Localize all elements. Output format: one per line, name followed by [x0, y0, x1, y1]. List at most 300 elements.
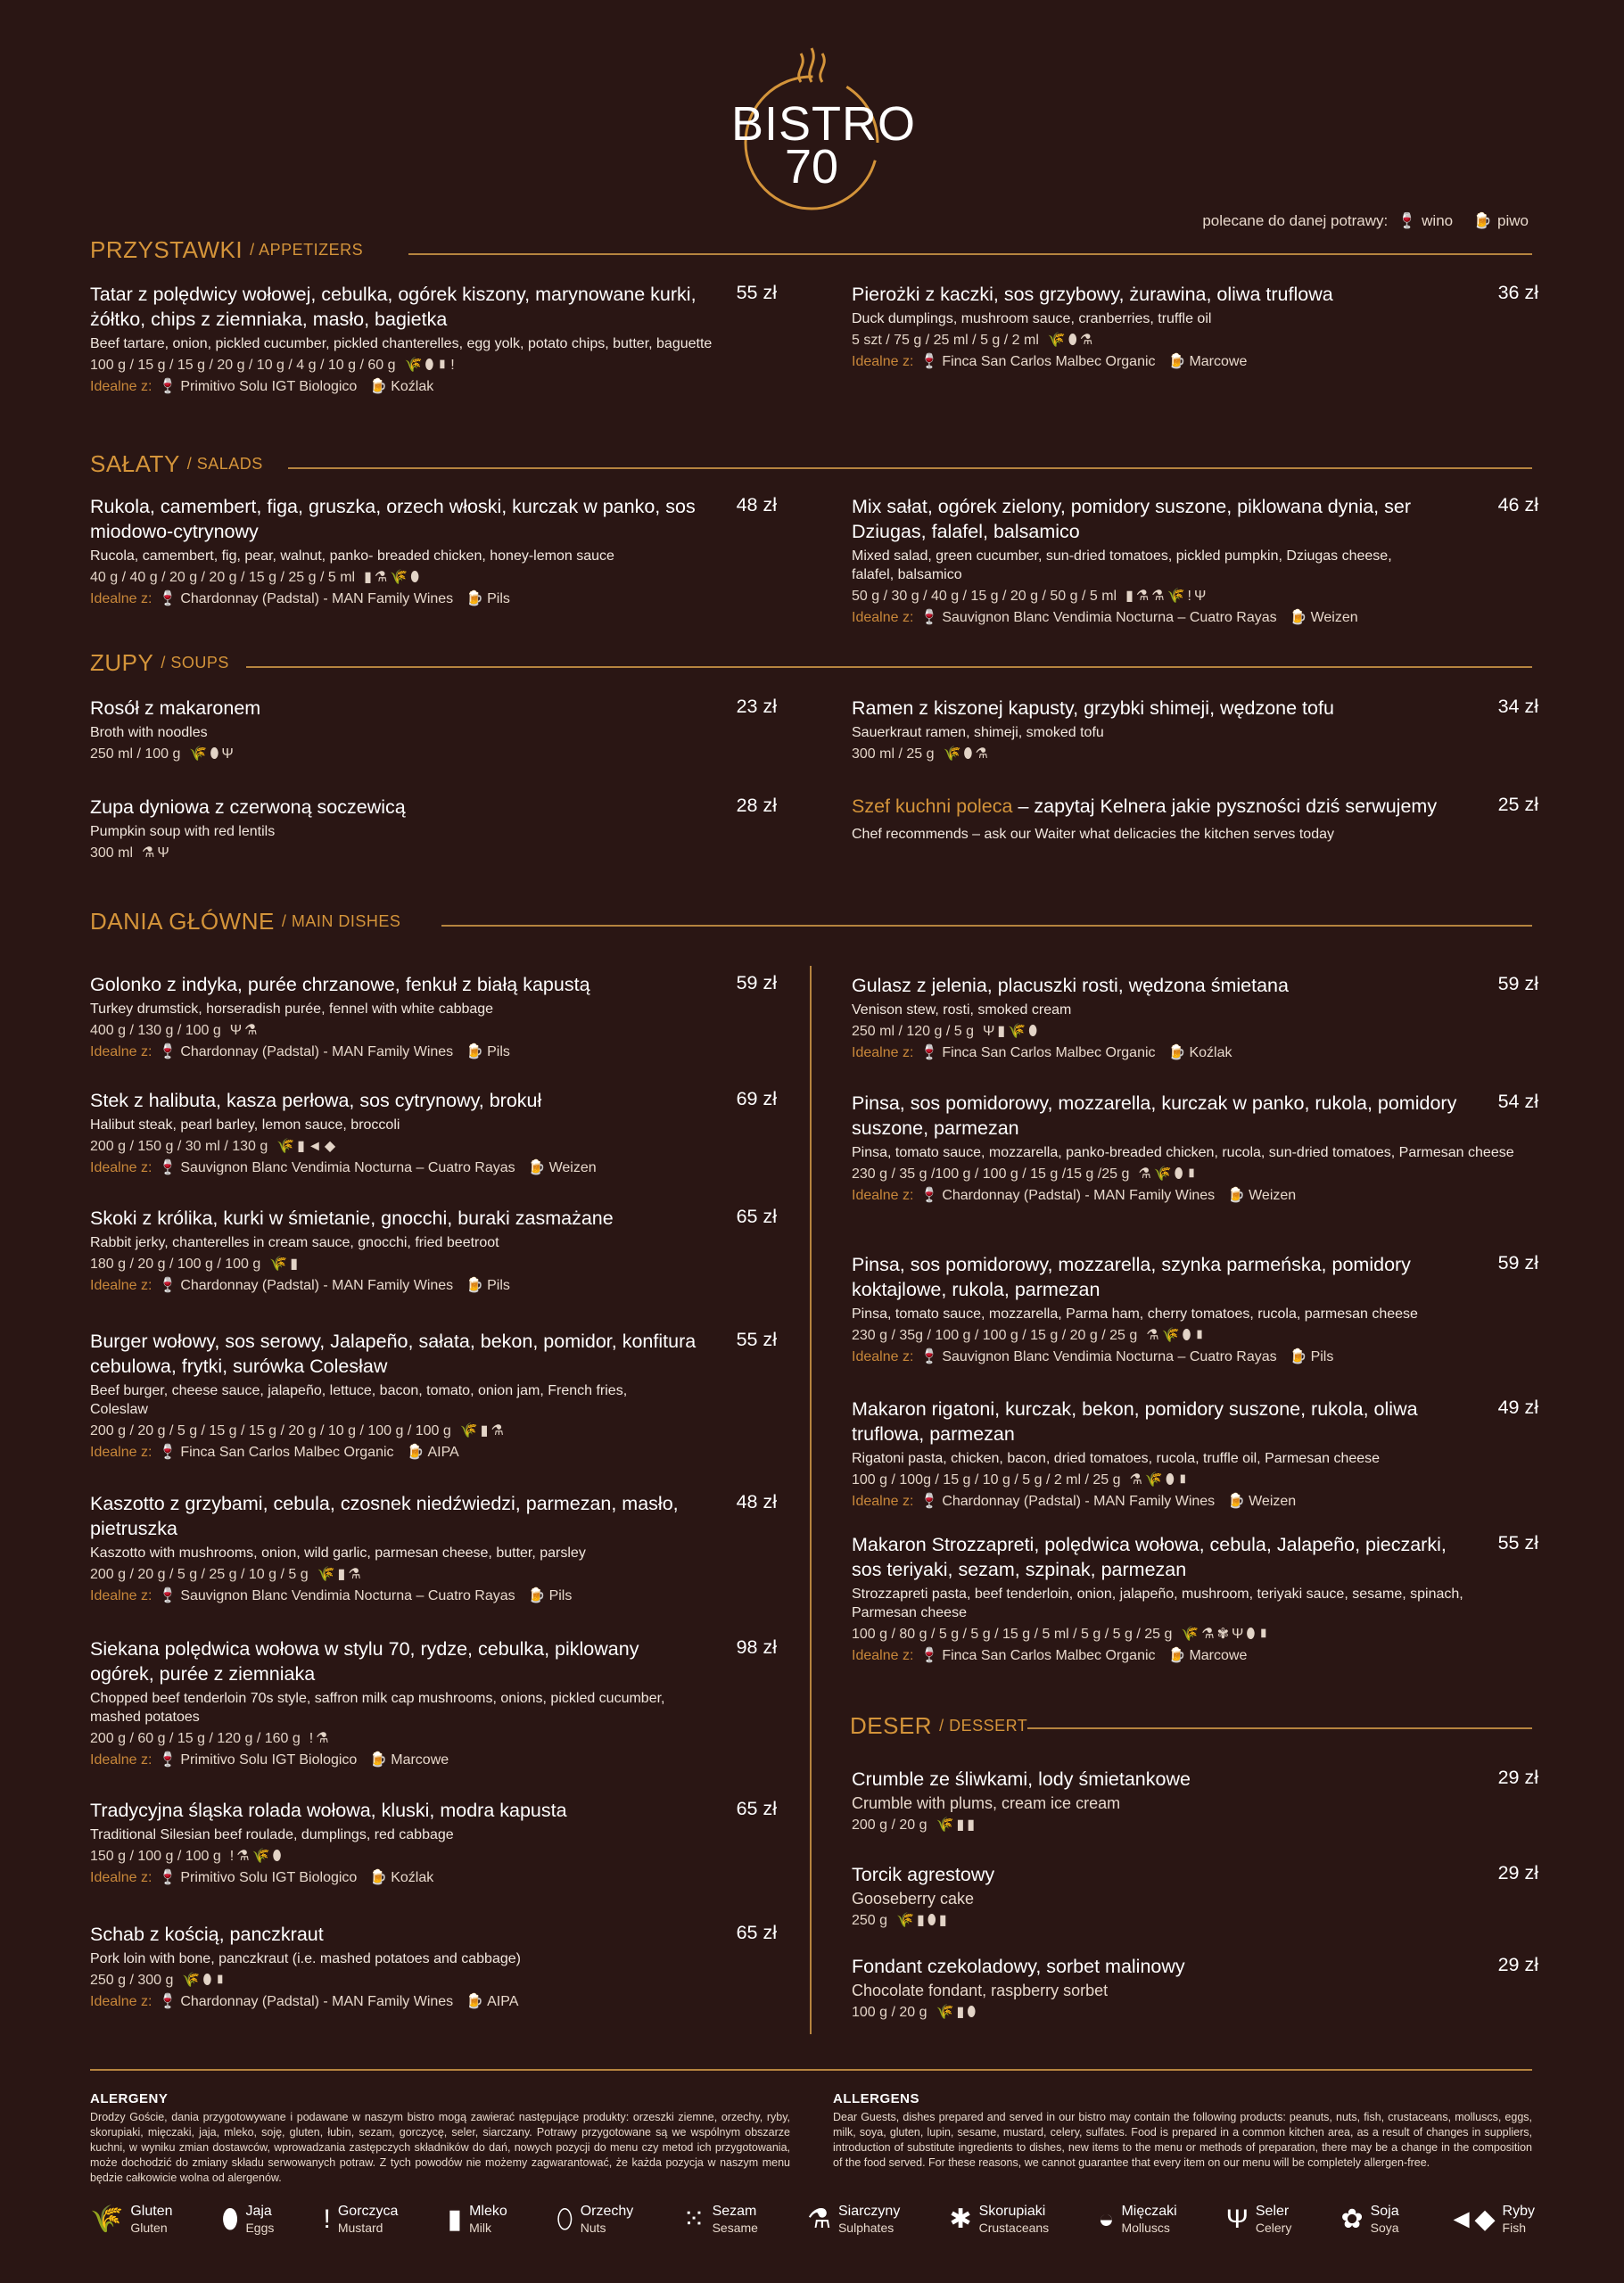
chef-text: – zapytaj Kelnera jakie pyszności dziś serwujemy	[1012, 795, 1438, 817]
item-description: Strozzapreti pasta, beef tenderloin, onion, jalapeño, mushroom, teriyaki sauce, sesame, spinach, Parmesan cheese	[852, 1587, 1463, 1620]
weight-text: 250 g / 300 g	[90, 1973, 174, 1988]
beer-name: AIPA	[427, 1445, 459, 1460]
wine-glass-icon: 🍷	[159, 1752, 177, 1768]
item-weight	[852, 2004, 1538, 2022]
weight-text: 100 g / 100g / 15 g / 10 g / 5 g / 2 ml / 25 g	[852, 1472, 1121, 1488]
item-description: Pork loin with bone, panczkraut (i.e. mashed potatoes and cabbage)	[90, 1951, 521, 1966]
pair-label: Idealne z:	[852, 354, 914, 369]
logo-line1: BISTRO	[731, 97, 917, 151]
pair-label: Idealne z:	[90, 591, 153, 606]
item-weight	[90, 1566, 777, 1584]
item-weight	[90, 746, 777, 763]
beer-name: Weizen	[548, 1160, 597, 1175]
allergen-icons: 🌾▮⚗	[459, 1423, 507, 1438]
beer-mug-icon: 🍺	[369, 1870, 388, 1885]
beer-name: Marcowe	[1189, 1648, 1248, 1663]
allergens-pl-text: Drodzy Goście, dania przygotowywane i podawane w naszym bistro mogą zawierać następujące produkty: orzeszki ziemne, orzechy, ryby, skorupiaki, mięczaki, jaja, mleko, soję, gluten, łubin, sezam, gorczycę, seler, siarczany. Potrawy przygotowane są we wspólnym obszarze kuchni, w wyniku zmian dostawców, wprowadzania zastępczych składników do dań, nowych pozycji do menu czy metod ich przygotowania, może dochodzić do zmiany składu serwowanych potraw. Z tych powodów nie możemy zagwarantować, że każda pozycja w naszym menu będzie całkowicie wolna od alergenów.	[90, 2111, 790, 2184]
wine-name: Chardonnay (Padstal) - MAN Family Wines	[180, 1994, 454, 2009]
beer-name: Marcowe	[391, 1752, 449, 1768]
allergens-pl-title: ALERGENY	[90, 2091, 169, 2106]
beer-name: Marcowe	[1189, 354, 1248, 369]
wine-glass-icon: 🍷	[159, 1994, 177, 2009]
beer-name: Pils	[487, 1278, 510, 1293]
item-pairing	[90, 377, 777, 395]
item-weight	[852, 1817, 1538, 1834]
item-description: Beef tartare, onion, pickled cucumber, pickled chanterelles, egg yolk, potato chips, butter, baguette	[90, 336, 713, 351]
pair-label: Idealne z:	[852, 1188, 914, 1203]
menu-item-schab	[90, 1922, 777, 2010]
item-description: Rabbit jerky, chanterelles in cream sauce, gnocchi, fried beetroot	[90, 1235, 499, 1250]
beer-mug-icon: 🍺	[466, 1278, 484, 1293]
beer-mug-icon: 🍺	[369, 1752, 388, 1768]
legend-soya	[1340, 2203, 1398, 2236]
menu-item-burger	[90, 1329, 777, 1461]
section-subtitle: / DESSERT	[939, 1717, 1028, 1735]
item-weight	[852, 1023, 1538, 1041]
item-price: 25 zł	[1497, 794, 1538, 815]
legend-celery	[1226, 2203, 1292, 2236]
legend-label-pl: Mięczaki	[1121, 2204, 1177, 2219]
section-divider	[408, 253, 1532, 255]
item-description: Mixed salad, green cucumber, sun-dried tomatoes, pickled pumpkin, Dziugas cheese, falafel, balsamico	[852, 548, 1392, 582]
item-price: 34 zł	[1497, 696, 1538, 717]
item-description: Sauerkraut ramen, shimeji, smoked tofu	[852, 725, 1104, 740]
weight-text: 50 g / 30 g / 40 g / 15 g / 20 g / 50 g / 5 ml	[852, 589, 1117, 604]
crab-icon: ✱	[949, 2205, 972, 2234]
menu-item-pinsa-parma	[852, 1252, 1538, 1365]
section-soups-heading	[90, 649, 229, 677]
beer-name: Pils	[487, 1044, 510, 1059]
legend-mustard	[324, 2203, 399, 2236]
weight-text: 200 g / 20 g / 5 g / 15 g / 15 g / 20 g / 10 g / 100 g / 100 g	[90, 1423, 451, 1438]
item-weight	[90, 1422, 777, 1440]
menu-item-rosol	[90, 696, 777, 763]
mustard-icon: !	[323, 2204, 331, 2234]
beer-name: Pils	[487, 591, 510, 606]
beer-name: Koźlak	[391, 379, 434, 394]
beer-name: Weizen	[1249, 1494, 1297, 1509]
allergen-icons: 🌾▮⬮▮	[896, 1913, 950, 1928]
pair-label: Idealne z:	[90, 1994, 153, 2009]
milk-icon: ▮	[447, 2205, 463, 2234]
menu-item-strozzapreti	[852, 1532, 1538, 1664]
allergen-icons: ▮⚗⚗🌾!Ψ	[1125, 589, 1209, 604]
item-pairing	[90, 589, 777, 607]
weight-text: 100 g / 20 g	[852, 2005, 927, 2020]
item-pairing	[90, 1751, 777, 1768]
weight-text: 200 g / 150 g / 30 ml / 130 g	[90, 1139, 268, 1154]
item-price: 48 zł	[736, 1491, 777, 1512]
item-description: Chopped beef tenderloin 70s style, saffron milk cap mushrooms, onions, pickled cucumber, mashed potatoes	[90, 1691, 665, 1725]
beer-name: AIPA	[487, 1994, 519, 2009]
wine-name: Sauvignon Blanc Vendimia Nocturna – Cuatro Rayas	[942, 1349, 1277, 1364]
section-divider	[288, 467, 1532, 469]
bistro-logo	[731, 46, 917, 211]
legend-label-en: Soya	[1370, 2221, 1399, 2235]
item-weight	[90, 1972, 777, 1990]
beer-mug-icon: 🍺	[1167, 1045, 1186, 1060]
item-title: Kaszotto z grzybami, cebula, czosnek niedźwiedzi, parmezan, masło, pietruszka	[90, 1493, 679, 1539]
section-divider	[1027, 1727, 1532, 1729]
weight-text: 300 ml / 25 g	[852, 746, 935, 762]
item-price: 55 zł	[736, 282, 777, 303]
item-weight	[852, 1912, 1538, 1930]
menu-item-kaszotto	[90, 1491, 777, 1604]
item-title: Zupa dyniowa z czerwoną soczewicą	[90, 796, 406, 818]
wine-glass-icon: 🍷	[920, 1494, 939, 1509]
allergen-icons: Ψ⚗	[229, 1023, 260, 1038]
item-title: Gulasz z jelenia, placuszki rosti, wędzona śmietana	[852, 975, 1289, 996]
beer-mug-icon: 🍺	[406, 1445, 425, 1460]
item-price: 49 zł	[1497, 1397, 1538, 1418]
beer-mug-icon: 🍺	[1472, 212, 1493, 229]
item-pairing	[852, 1646, 1538, 1664]
wine-glass-icon: 🍷	[1397, 212, 1417, 229]
item-pairing	[90, 1276, 777, 1294]
menu-item-mix	[852, 494, 1538, 626]
beer-mug-icon: 🍺	[466, 591, 484, 606]
wine-glass-icon: 🍷	[920, 1188, 939, 1203]
legend-molluscs	[1098, 2203, 1176, 2236]
section-dessert-heading	[850, 1712, 1027, 1740]
beer-mug-icon: 🍺	[466, 1994, 484, 2009]
item-price: 65 zł	[736, 1922, 777, 1943]
item-weight	[90, 569, 777, 587]
allergens-en-title: ALLERGENS	[833, 2091, 920, 2106]
legend-label-pl: Skorupiaki	[978, 2204, 1046, 2219]
legend-label-en: Mustard	[337, 2221, 383, 2235]
sulphates-icon: ⚗	[807, 2205, 831, 2234]
beer-mug-icon: 🍺	[1289, 610, 1307, 625]
legend-label-pl: Gorczyca	[337, 2204, 399, 2219]
wine-name: Primitivo Solu IGT Biologico	[180, 1752, 358, 1768]
beer-name: Koźlak	[391, 1870, 434, 1885]
allergen-icons: !⚗	[309, 1731, 332, 1746]
menu-item-gulasz	[852, 973, 1538, 1061]
weight-text: 100 g / 15 g / 15 g / 20 g / 10 g / 4 g / 10 g / 60 g	[90, 358, 396, 373]
menu-item-pinsa-chicken	[852, 1091, 1538, 1204]
beer-mug-icon: 🍺	[466, 1044, 484, 1059]
menu-item-fondant	[852, 1954, 1538, 2022]
weight-text: 5 szt / 75 g / 25 ml / 5 g / 2 ml	[852, 333, 1039, 348]
item-price: 59 zł	[1497, 1252, 1538, 1273]
wine-glass-icon: 🍷	[920, 1045, 939, 1060]
item-title: Torcik agrestowy	[852, 1864, 995, 1885]
item-pairing	[90, 1043, 777, 1060]
wine-name: Primitivo Solu IGT Biologico	[180, 1870, 358, 1885]
item-price: 59 zł	[736, 972, 777, 993]
item-price: 29 zł	[1497, 1954, 1538, 1975]
shell-icon: ◒	[1098, 2204, 1115, 2234]
pairing-legend	[1197, 212, 1529, 230]
legend-label-en: Sesame	[712, 2221, 758, 2235]
legend-label-en: Sulphates	[837, 2221, 894, 2235]
item-price: 36 zł	[1497, 282, 1538, 303]
section-subtitle: / APPETIZERS	[250, 241, 364, 259]
allergen-icons: 🌾⬮⚗	[943, 746, 991, 762]
beer-name: Pils	[548, 1588, 573, 1603]
wine-glass-icon: 🍷	[159, 1445, 177, 1460]
legend-label-en: Fish	[1502, 2221, 1526, 2235]
item-pairing	[852, 1186, 1538, 1204]
item-price: 55 zł	[1497, 1532, 1538, 1554]
allergen-icons: 🌾▮▮	[936, 1817, 978, 1833]
wine-glass-icon: 🍷	[159, 1870, 177, 1885]
item-description: Rucola, camembert, fig, pear, walnut, panko- breaded chicken, honey-lemon sauce	[90, 548, 614, 564]
item-title: Stek z halibuta, kasza perłowa, sos cytrynowy, brokuł	[90, 1090, 542, 1111]
weight-text: 300 ml	[90, 845, 134, 861]
weight-text: 200 g / 60 g / 15 g / 120 g / 160 g	[90, 1731, 301, 1746]
legend-nuts	[556, 2203, 633, 2236]
allergen-icons: 🌾⚗✾Ψ⬮▮	[1181, 1627, 1273, 1642]
menu-item-siekana	[90, 1636, 777, 1768]
item-description: Chocolate fondant, raspberry sorbet	[852, 1982, 1109, 1999]
wine-glass-icon: 🍷	[159, 1160, 177, 1175]
item-weight	[852, 588, 1538, 606]
wine-name: Chardonnay (Padstal) - MAN Family Wines	[942, 1494, 1216, 1509]
item-description: Turkey drumstick, horseradish purée, fennel with white cabbage	[90, 1001, 494, 1017]
item-description: Halibut steak, pearl barley, lemon sauce, broccoli	[90, 1117, 400, 1133]
item-price: 29 zł	[1497, 1862, 1538, 1883]
wine-glass-icon: 🍷	[159, 1278, 177, 1293]
legend-label-en: Nuts	[580, 2221, 606, 2235]
wine-name: Chardonnay (Padstal) - MAN Family Wines	[180, 1278, 454, 1293]
allergen-icons: ⚗Ψ	[142, 845, 172, 861]
beer-name: Koźlak	[1189, 1045, 1232, 1060]
item-title: Skoki z królika, kurki w śmietanie, gnocchi, buraki zasmażane	[90, 1207, 614, 1229]
item-price: 65 zł	[736, 1798, 777, 1819]
allergen-icons: 🌾⬮⚗	[1047, 333, 1096, 348]
menu-item-golonko	[90, 972, 777, 1060]
legend-fish	[1448, 2203, 1535, 2236]
beer-mug-icon: 🍺	[1227, 1494, 1246, 1509]
allergen-icons: ▮⚗🌾⬮	[364, 570, 423, 585]
legend-label-en: Eggs	[245, 2221, 275, 2235]
allergen-icons: 🌾▮◄◆	[276, 1139, 339, 1154]
wheat-icon: 🌾	[90, 2205, 124, 2234]
item-weight	[90, 845, 777, 862]
weight-text: 250 ml / 120 g / 5 g	[852, 1024, 974, 1039]
allergen-icons: 🌾▮	[269, 1257, 301, 1272]
section-title: PRZYSTAWKI	[90, 236, 243, 263]
item-title: Makaron Strozzapreti, polędwica wołowa, cebula, Jalapeño, pieczarki, sos teriyaki, sezam, szpinak, parmezan	[852, 1534, 1447, 1580]
allergen-legend	[90, 2203, 1535, 2236]
legend-label-pl: Ryby	[1502, 2204, 1535, 2219]
item-price: 69 zł	[736, 1088, 777, 1109]
section-appetizers-heading	[90, 236, 363, 264]
wine-name: Finca San Carlos Malbec Organic	[942, 1648, 1156, 1663]
pair-label: Idealne z:	[90, 1278, 153, 1293]
item-weight	[852, 1471, 1538, 1489]
item-weight	[852, 1166, 1538, 1183]
item-weight	[852, 746, 1538, 763]
wine-name: Sauvignon Blanc Vendimia Nocturna – Cuatro Rayas	[942, 610, 1277, 625]
item-weight	[90, 1022, 777, 1040]
pair-label: Idealne z:	[90, 1445, 153, 1460]
item-title	[852, 794, 1538, 819]
allergen-icons: ⚗🌾⬮▮	[1129, 1472, 1191, 1488]
item-pairing	[852, 1043, 1538, 1061]
legend-milk	[448, 2203, 507, 2236]
legend-eggs	[222, 2203, 275, 2236]
weight-text: 400 g / 130 g / 100 g	[90, 1023, 221, 1038]
legend-sulphates	[807, 2203, 900, 2236]
beer-mug-icon: 🍺	[527, 1588, 546, 1603]
item-price: 29 zł	[1497, 1767, 1538, 1788]
item-weight	[90, 1256, 777, 1273]
allergens-pl	[90, 2091, 790, 2186]
legend-label-pl: Orzechy	[580, 2204, 634, 2219]
wine-glass-icon: 🍷	[920, 354, 939, 369]
beer-mug-icon: 🍺	[369, 379, 388, 394]
beer-label: piwo	[1497, 212, 1529, 229]
pair-label: Idealne z:	[90, 1588, 153, 1603]
wine-name: Primitivo Solu IGT Biologico	[180, 379, 358, 394]
item-title: Ramen z kiszonej kapusty, grzybki shimeji, wędzone tofu	[852, 697, 1334, 719]
footer-divider	[90, 2069, 1532, 2071]
allergen-icons: 🌾▮⚗	[317, 1567, 364, 1582]
item-title: Rosół z makaronem	[90, 697, 261, 719]
legend-label-pl: Siarczyny	[837, 2204, 901, 2219]
item-pairing	[90, 1992, 777, 2010]
item-description: Pumpkin soup with red lentils	[90, 824, 276, 839]
item-title: Tradycyjna śląska rolada wołowa, kluski, modra kapusta	[90, 1800, 567, 1821]
item-description: Pinsa, tomato sauce, mozzarella, Parma ham, cherry tomatoes, rucola, parmesan cheese	[852, 1306, 1418, 1322]
beer-mug-icon: 🍺	[1167, 1648, 1186, 1663]
weight-text: 250 g	[852, 1913, 888, 1928]
item-price: 28 zł	[736, 795, 777, 816]
item-pairing	[90, 1868, 777, 1886]
pair-label: Idealne z:	[852, 1494, 914, 1509]
item-title: Pinsa, sos pomidorowy, mozzarella, szynka parmeńska, pomidory koktajlowe, rukola, parmezan	[852, 1254, 1411, 1300]
item-description: Broth with noodles	[90, 725, 208, 740]
wine-glass-icon: 🍷	[159, 1044, 177, 1059]
item-pairing	[852, 1348, 1538, 1365]
soy-icon: ✿	[1340, 2205, 1364, 2234]
item-pairing	[852, 608, 1538, 626]
section-title: ZUPY	[90, 649, 154, 676]
item-title: Pinsa, sos pomidorowy, mozzarella, kurczak w panko, rukola, pomidory suszone, parmezan	[852, 1092, 1457, 1139]
section-divider	[441, 925, 1532, 927]
legend-label-pl: Soja	[1370, 2204, 1399, 2219]
item-weight	[852, 1327, 1538, 1345]
weight-text: 150 g / 100 g / 100 g	[90, 1849, 221, 1864]
item-price: 65 zł	[736, 1206, 777, 1227]
item-pairing	[90, 1158, 777, 1176]
logo-line2: 70	[784, 140, 839, 194]
item-description: Crumble with plums, cream ice cream	[852, 1794, 1121, 1812]
wine-glass-icon: 🍷	[920, 1648, 939, 1663]
item-description: Beef burger, cheese sauce, jalapeño, lettuce, bacon, tomato, onion jam, French fries, Coleslaw	[90, 1383, 628, 1417]
item-pairing	[90, 1587, 777, 1604]
allergen-icons: !⚗🌾⬮	[229, 1849, 284, 1864]
beer-name: Weizen	[1249, 1188, 1297, 1203]
item-title: Schab z kością, panczkraut	[90, 1924, 324, 1945]
legend-label-en: Molluscs	[1121, 2221, 1170, 2235]
beer-name: Pils	[1310, 1349, 1334, 1364]
pair-label: Idealne z:	[90, 1160, 153, 1175]
wine-label: wino	[1422, 212, 1454, 229]
section-title: DANIA GŁÓWNE	[90, 908, 275, 935]
section-divider	[246, 666, 1532, 668]
sesame-icon: ⁙	[682, 2205, 705, 2234]
item-price: 54 zł	[1497, 1091, 1538, 1112]
nuts-icon: ⬯	[556, 2204, 573, 2234]
item-pairing	[90, 1443, 777, 1461]
item-title: Makaron rigatoni, kurczak, bekon, pomidory suszone, rukola, oliwa truflowa, parmezan	[852, 1398, 1418, 1445]
chef-label: Szef kuchni poleca	[852, 795, 1013, 817]
weight-text: 100 g / 80 g / 5 g / 5 g / 15 g / 5 ml / 5 g / 5 g / 25 g	[852, 1627, 1173, 1642]
item-pairing	[852, 352, 1538, 370]
wine-glass-icon: 🍷	[159, 1588, 177, 1603]
menu-item-chef-special	[852, 794, 1538, 844]
wine-name: Finca San Carlos Malbec Organic	[942, 354, 1156, 369]
legend-crustaceans	[949, 2203, 1049, 2236]
pair-label: Idealne z:	[90, 1870, 153, 1885]
menu-item-halibut	[90, 1088, 777, 1176]
item-title: Mix sałat, ogórek zielony, pomidory suszone, piklowana dynia, ser Dziugas, falafel, balsamico	[852, 496, 1411, 542]
wine-glass-icon: 🍷	[159, 379, 177, 394]
weight-text: 180 g / 20 g / 100 g / 100 g	[90, 1257, 261, 1272]
wine-name: Finca San Carlos Malbec Organic	[942, 1045, 1156, 1060]
beer-mug-icon: 🍺	[1289, 1349, 1307, 1364]
pair-label: Idealne z:	[90, 1752, 153, 1768]
menu-item-rolada	[90, 1798, 777, 1886]
pair-label: Idealne z:	[90, 379, 153, 394]
item-weight	[852, 332, 1538, 350]
allergen-icons: 🌾⬮Ψ	[189, 746, 236, 762]
legend-label-pl: Jaja	[245, 2204, 272, 2219]
item-description: Chef recommends – ask our Waiter what delicacies the kitchen serves today	[852, 827, 1334, 842]
legend-label-en: Celery	[1255, 2221, 1292, 2235]
allergen-icons: ⚗🌾⬮▮	[1138, 1166, 1200, 1182]
item-title: Burger wołowy, sos serowy, Jalapeño, sałata, bekon, pomidor, konfitura cebulowa, frytki, surówka Colesław	[90, 1331, 697, 1377]
weight-text: 250 ml / 100 g	[90, 746, 181, 762]
item-title: Tatar z polędwicy wołowej, cebulka, ogórek kiszony, marynowane kurki, żółtko, chips z ziemniaka, masło, bagietka	[90, 284, 697, 330]
item-price: 98 zł	[736, 1636, 777, 1658]
beer-mug-icon: 🍺	[1167, 354, 1186, 369]
pair-label: Idealne z:	[852, 1648, 914, 1663]
item-weight	[90, 1730, 777, 1748]
menu-item-tatar	[90, 282, 777, 395]
item-weight	[90, 1138, 777, 1156]
wine-name: Finca San Carlos Malbec Organic	[180, 1445, 394, 1460]
section-salads-heading	[90, 450, 263, 478]
wine-name: Sauvignon Blanc Vendimia Nocturna – Cuatro Rayas	[180, 1588, 515, 1603]
wine-name: Sauvignon Blanc Vendimia Nocturna – Cuatro Rayas	[180, 1160, 515, 1175]
item-price: 23 zł	[736, 696, 777, 717]
menu-item-ramen	[852, 696, 1538, 763]
legend-label-pl: Seler	[1255, 2204, 1290, 2219]
weight-text: 230 g / 35g / 100 g / 100 g / 15 g / 20 g / 25 g	[852, 1328, 1138, 1343]
item-description: Pinsa, tomato sauce, mozzarella, panko-breaded chicken, rucola, sun-dried tomatoes, Parmesan cheese	[852, 1145, 1514, 1160]
item-price: 55 zł	[736, 1329, 777, 1350]
item-description: Duck dumplings, mushroom sauce, cranberries, truffle oil	[852, 311, 1212, 326]
menu-item-dyniowa	[90, 795, 777, 862]
allergen-icons: 🌾⬮▮!	[404, 358, 458, 373]
allergen-icons: Ψ▮🌾⬮	[982, 1024, 1041, 1039]
wine-glass-icon: 🍷	[920, 610, 939, 625]
wine-name: Chardonnay (Padstal) - MAN Family Wines	[180, 591, 454, 606]
beer-name: Weizen	[1310, 610, 1358, 625]
legend-label-pl: Mleko	[469, 2204, 507, 2219]
section-subtitle: / SOUPS	[161, 654, 229, 672]
pair-label: Idealne z:	[852, 1045, 914, 1060]
item-title: Rukola, camembert, figa, gruszka, orzech włoski, kurczak w panko, sos miodowo-cytrynowy	[90, 496, 696, 542]
item-title: Crumble ze śliwkami, lody śmietankowe	[852, 1768, 1191, 1790]
allergens-en	[833, 2091, 1532, 2171]
item-description: Kaszotto with mushrooms, onion, wild garlic, parmesan cheese, butter, parsley	[90, 1545, 586, 1561]
